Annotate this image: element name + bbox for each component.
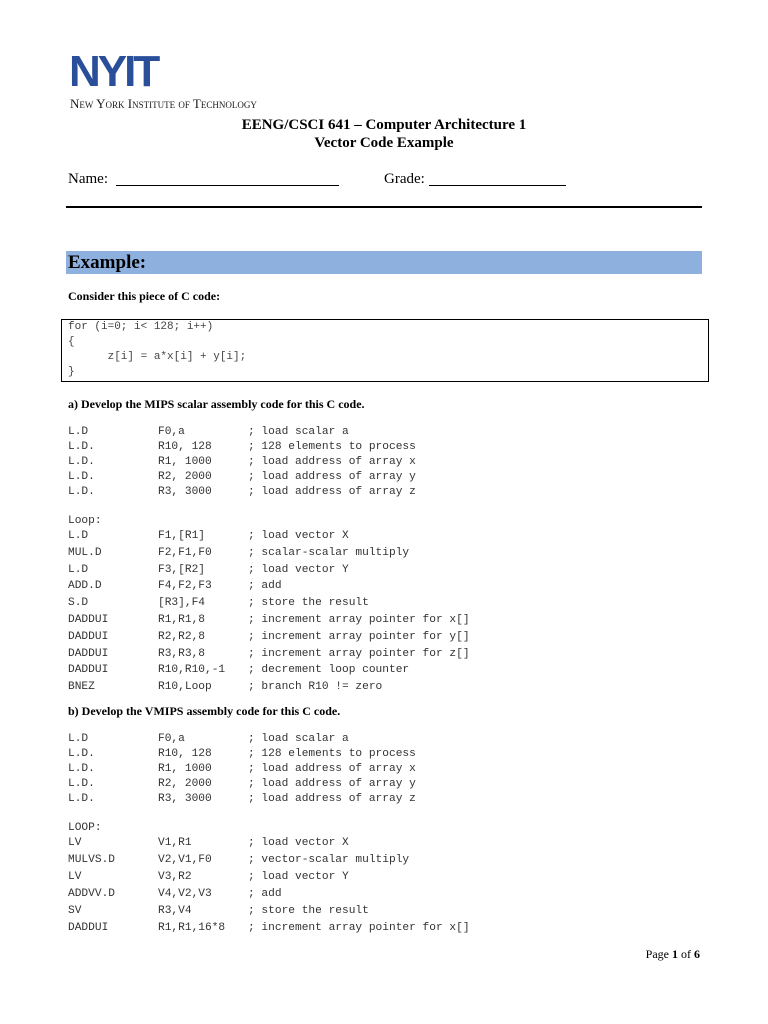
c-code-box: [61, 319, 709, 382]
asm-comment: ; store the result: [248, 905, 369, 917]
asm-operands: R1,R1,16*8: [158, 922, 226, 934]
question-b: b) Develop the VMIPS assembly code for this C code.: [68, 704, 341, 718]
asm-opcode: L.D.: [68, 486, 95, 498]
asm-opcode: L.D: [68, 426, 89, 438]
asm-opcode: DADDUI: [68, 630, 109, 643]
asm-operands: R2, 2000: [158, 778, 212, 790]
grade-label: Grade:: [384, 171, 425, 187]
asm-comment: ; scalar-scalar multiply: [248, 546, 410, 559]
asm-comment: ; increment array pointer for y[]: [248, 630, 470, 643]
asm-comment: ; load scalar a: [248, 733, 349, 745]
asm-comment: ; decrement loop counter: [248, 664, 410, 677]
grade-field[interactable]: [429, 185, 566, 186]
asm-comment: ; load address of array z: [248, 793, 416, 805]
asm-opcode: DADDUI: [68, 647, 109, 660]
asm-opcode: L.D.: [68, 748, 95, 760]
asm-opcode: L.D.: [68, 456, 95, 468]
asm-operands: V1,R1: [158, 837, 192, 849]
asm-opcode: MUL.D: [68, 546, 102, 559]
asm-comment: ; increment array pointer for x[]: [248, 922, 470, 934]
asm-opcode: L.D: [68, 530, 89, 542]
asm-opcode: L.D.: [68, 441, 95, 453]
asm-operands: R10,Loop: [158, 681, 212, 694]
asm-opcode: S.D: [68, 597, 89, 610]
asm-operands: F2,F1,F0: [158, 546, 212, 559]
page-word: Page: [645, 947, 669, 961]
asm-operands: R2,R2,8: [158, 630, 205, 643]
asm-operands: F1,[R1]: [158, 530, 205, 542]
asm-opcode: DADDUI: [68, 922, 109, 934]
asm-operands: R3, 3000: [158, 793, 212, 805]
asm-operands: V3,R2: [158, 871, 192, 883]
asm-opcode: ADD.D: [68, 580, 102, 593]
question-a: a) Develop the MIPS scalar assembly code for this C code.: [68, 397, 365, 411]
document-title: Vector Code Example: [314, 135, 454, 151]
asm-opcode: L.D.: [68, 793, 95, 805]
mips-loop-label: Loop:: [68, 515, 102, 527]
asm-opcode: SV: [68, 905, 82, 917]
asm-comment: ; load scalar a: [248, 426, 349, 438]
asm-comment: ; 128 elements to process: [248, 748, 416, 760]
asm-operands: R3,R3,8: [158, 647, 205, 660]
asm-comment: ; load vector Y: [248, 563, 349, 576]
asm-opcode: L.D: [68, 563, 89, 576]
asm-operands: R1,R1,8: [158, 614, 205, 626]
asm-opcode: L.D: [68, 733, 89, 745]
asm-opcode: LV: [68, 871, 82, 883]
logo-subtitle: [70, 96, 257, 112]
asm-operands: F0,a: [158, 426, 185, 438]
asm-operands: [R3],F4: [158, 597, 205, 610]
asm-operands: R3, 3000: [158, 486, 212, 498]
asm-comment: ; load address of array z: [248, 486, 416, 498]
name-label: Name:: [68, 171, 108, 187]
section-heading: Example:: [68, 252, 147, 273]
asm-opcode: MULVS.D: [68, 854, 115, 866]
section-heading-bar: [66, 251, 702, 274]
c-code-line: z[i] = a*x[i] + y[i];: [68, 351, 247, 363]
asm-operands: V4,V2,V3: [158, 888, 212, 900]
asm-opcode: L.D.: [68, 763, 95, 775]
name-field[interactable]: [116, 185, 339, 186]
c-code-line: {: [68, 336, 75, 348]
logo-wordmark: NYIT: [69, 47, 158, 96]
asm-comment: ; increment array pointer for z[]: [248, 647, 470, 660]
asm-opcode: BNEZ: [68, 681, 95, 694]
asm-operands: R1, 1000: [158, 456, 212, 468]
intro-text: Consider this piece of C code:: [68, 289, 221, 303]
asm-operands: R10, 128: [158, 748, 212, 760]
asm-operands: R2, 2000: [158, 471, 212, 483]
asm-comment: ; add: [248, 580, 282, 593]
course-title: EENG/CSCI 641 – Computer Architecture 1: [241, 117, 527, 133]
asm-opcode: DADDUI: [68, 664, 109, 677]
header-divider: [66, 206, 702, 208]
of-word: of: [681, 947, 691, 961]
total-pages: 6: [694, 947, 700, 961]
c-code-line: for (i=0; i< 128; i++): [68, 321, 214, 333]
c-code-line: }: [68, 366, 75, 378]
asm-comment: ; load vector X: [248, 837, 349, 849]
asm-comment: ; load address of array x: [248, 763, 416, 775]
asm-opcode: ADDVV.D: [68, 888, 115, 900]
asm-comment: ; vector-scalar multiply: [248, 854, 410, 866]
asm-comment: ; 128 elements to process: [248, 441, 416, 453]
asm-operands: R10, 128: [158, 441, 212, 453]
asm-operands: R3,V4: [158, 905, 192, 917]
asm-comment: ; store the result: [248, 597, 369, 610]
asm-operands: R1, 1000: [158, 763, 212, 775]
asm-opcode: L.D.: [68, 778, 95, 790]
asm-comment: ; load vector Y: [248, 871, 349, 883]
asm-opcode: DADDUI: [68, 614, 109, 626]
asm-opcode: L.D.: [68, 471, 95, 483]
asm-opcode: LV: [68, 837, 82, 849]
asm-comment: ; branch R10 != zero: [248, 681, 383, 694]
asm-operands: V2,V1,F0: [158, 854, 212, 866]
asm-comment: ; load address of array y: [248, 778, 416, 790]
asm-comment: ; add: [248, 888, 282, 900]
asm-comment: ; load vector X: [248, 530, 349, 542]
current-page: 1: [672, 947, 678, 961]
asm-operands: F0,a: [158, 733, 185, 745]
asm-comment: ; load address of array x: [248, 456, 416, 468]
logo-subtitle-text: New York Institute of Technology: [70, 96, 257, 111]
asm-operands: F3,[R2]: [158, 563, 205, 576]
asm-comment: ; load address of array y: [248, 471, 416, 483]
page-number: [646, 947, 700, 962]
asm-operands: F4,F2,F3: [158, 580, 212, 593]
vmips-loop-label: LOOP:: [68, 822, 102, 834]
asm-operands: R10,R10,-1: [158, 664, 226, 677]
asm-comment: ; increment array pointer for x[]: [248, 614, 470, 626]
nyit-logo: [69, 47, 309, 112]
